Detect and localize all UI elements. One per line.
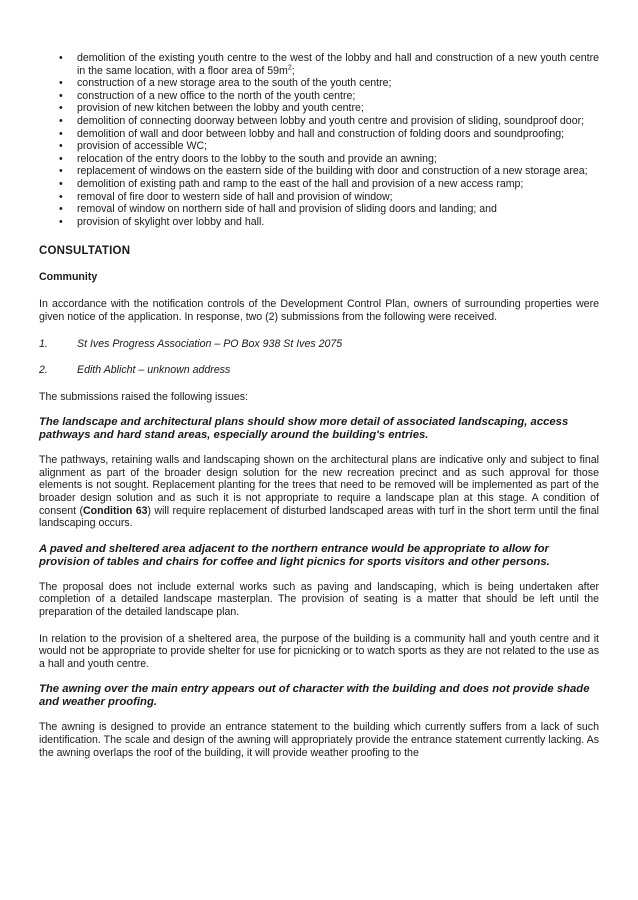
notification-paragraph: In accordance with the notification controls of the Development Control Plan, owners of surrounding properties were given notice of the application. In response, two (2) submissions from the following were received.: [39, 298, 599, 323]
list-item: • removal of fire door to western side of hall and provision of window;: [39, 191, 599, 204]
list-item: • demolition of the existing youth centre to the west of the lobby and hall and construction of a new youth centre in the same location, with a floor area of $59m^2$;: [39, 52, 599, 77]
works-list: [39, 52, 599, 228]
list-item: • construction of a new storage area to the south of the youth centre;: [39, 77, 599, 90]
list-item: • demolition of wall and door between lobby and hall and construction of folding doors and soundproofing;: [39, 128, 599, 141]
consultation-heading: CONSULTATION: [39, 245, 131, 258]
issue-response-landscape: The pathways, retaining walls and landscaping shown on the architectural plans are indicative only and subject to final alignment as part of the broader design solution for the new recreation precinct and as such approval for those elements is not sought. Replacement planting for the trees that need to be removed will be implemented as part of the broader design solution and as such it is not appropriate to require a landscape plan at this stage. A condition of consent (Condition 63) will require replacement of disturbed landscaped areas with turf in the short term until the final landscaping occurs.: [39, 454, 599, 530]
issue-response-shelter: In relation to the provision of a sheltered area, the purpose of the building is a community hall and youth centre and it would not be appropriate to provide shelter for use for picnicking or to watch sports as they are not related to the use as a hall and youth centre.: [39, 632, 599, 670]
list-item: • provision of accessible WC;: [39, 140, 599, 153]
submission-number: 2.: [39, 364, 48, 377]
document-page: [39, 52, 599, 759]
community-heading: Community: [39, 271, 98, 284]
list-item: • provision of new kitchen between the lobby and youth centre;: [39, 102, 599, 115]
issues-intro: The submissions raised the following issues:: [39, 390, 249, 403]
issue-heading-paved-area: A paved and sheltered area adjacent to the northern entrance would be appropriate to allow for provision of tables and chairs for coffee and light picnics for sports visitors and other persons.: [39, 542, 550, 568]
submission-item: [39, 338, 599, 351]
list-item: • provision of skylight over lobby and hall.: [39, 216, 599, 229]
list-item: • construction of a new office to the north of the youth centre;: [39, 90, 599, 103]
submission-item: [39, 364, 599, 377]
submission-number: 1.: [39, 337, 48, 350]
condition-reference: Condition 63: [82, 504, 148, 517]
issue-response-paved-area: The proposal does not include external works such as paving and landscaping, which is being undertaken after completion of a detailed landscape masterplan. The provision of seating is a matter that should be left until the preparation of the detailed landscape plan.: [39, 580, 599, 619]
list-item: • demolition of existing path and ramp to the east of the hall and provision of a new access ramp;: [39, 178, 599, 191]
list-item: • replacement of windows on the eastern side of the building with door and construction of a new storage area;: [39, 165, 599, 178]
issue-heading-awning: The awning over the main entry appears out of character with the building and does not provide shade and weather proofing.: [39, 683, 590, 709]
issue-response-awning: The awning is designed to provide an entrance statement to the building which currently suffers from a lack of such identification. The scale and design of the awning will appropriately provide the entrance statement currently lacking. As the awning overlaps the roof of the building, it will provide weather proofing to the: [39, 721, 599, 759]
list-item: • demolition of connecting doorway between lobby and youth centre and provision of sliding, soundproof door;: [39, 115, 599, 128]
submission-text: St Ives Progress Association – PO Box 938 St Ives 2075: [77, 337, 343, 350]
list-item: • removal of window on northern side of hall and provision of sliding doors and landing; and: [39, 203, 599, 216]
issue-heading-landscape: The landscape and architectural plans should show more detail of associated landscaping, access pathways and hard stand areas, especially around the building's entries.: [39, 416, 569, 442]
list-item: • relocation of the entry doors to the lobby to the south and provide an awning;: [39, 153, 599, 166]
submission-text: Edith Ablicht – unknown address: [77, 364, 231, 377]
